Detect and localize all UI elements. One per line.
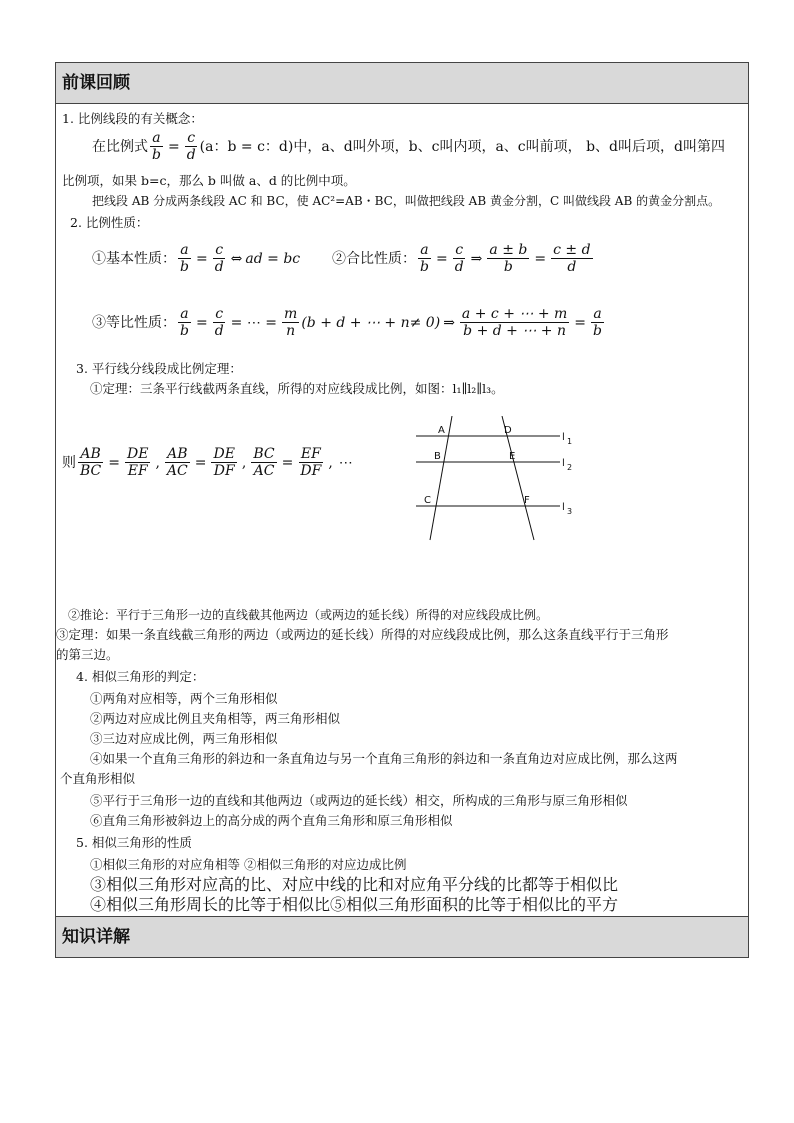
point-c: C bbox=[424, 495, 431, 506]
s1-p1-post: a、d叫外项，b、c叫内项，a、c叫前项， b、d叫后项，d叫第四 bbox=[321, 138, 725, 155]
label-l3: l bbox=[562, 502, 565, 513]
basic-result: ad = bc bbox=[245, 250, 301, 267]
parallel-lines-figure bbox=[412, 416, 592, 544]
s4-item-5: ⑤平行于三角形一边的直线和其他两边（或两边的延长线）相交，所构成的三角形与原三角形相似 bbox=[90, 793, 628, 808]
basic-label: ①基本性质： bbox=[92, 250, 176, 267]
label-l1: l bbox=[562, 432, 565, 443]
equal-label: ③等比性质： bbox=[92, 314, 176, 331]
point-e: E bbox=[509, 451, 516, 462]
s4-title: 4. 相似三角形的判定： bbox=[76, 669, 205, 684]
label-l2: l bbox=[562, 458, 565, 469]
then-label: 则 bbox=[62, 454, 76, 471]
point-f: F bbox=[524, 495, 530, 506]
review-table bbox=[55, 62, 749, 958]
s2-title: 2. 比例性质： bbox=[70, 215, 149, 230]
s4-item-4: ④如果一个直角三角形的斜边和一条直角边与另一个直角三角形的斜边和一条直角边对应成比例，那么这两 bbox=[90, 751, 678, 766]
ellipsis: ⋯ bbox=[338, 454, 353, 471]
section-header-details: 知识详解 bbox=[56, 916, 748, 957]
s4-item-2: ②两边对应成比例且夹角相等，两三角形相似 bbox=[90, 711, 341, 726]
s3-corollary: ②推论：平行于三角形一边的直线截其他两边（或两边的延长线）所得的对应线段成比例。 bbox=[68, 608, 549, 622]
review-content bbox=[56, 104, 748, 876]
sum-label: ②合比性质： bbox=[332, 250, 416, 267]
s5-tail bbox=[56, 876, 748, 916]
proportion-formulas: 则 $\frac{AB}{BC}$ = $\frac{DE}{EF}$ , $\frac{AB}{AC}$ = $\frac{DE}{DF}$ , $\frac{BC}{AC}$ = $\frac{EF}{DF}$ , ⋯ bbox=[62, 446, 353, 479]
s1-title: 1. 比例线段的有关概念： bbox=[62, 111, 203, 126]
s4-item-1: ①两角对应相等，两个三角形相似 bbox=[90, 691, 278, 706]
s1-para2: 把线段 AB 分成两条线段 AC 和 BC，使 AC²=AB・BC，叫做把线段 AB 黄金分割，C 叫做线段 AB 的黄金分割点。 bbox=[92, 194, 721, 208]
s4-item-3: ③三边对应成比例，两三角形相似 bbox=[90, 731, 278, 746]
equal-cond: (b + d + ⋯ + n≠ 0) bbox=[301, 314, 441, 331]
s3-title: 3. 平行线分线段成比例定理： bbox=[76, 361, 242, 376]
sum-property: ②合比性质： $\frac{a}{b}$ = $\frac{c}{d}$ ⇒ $\frac{a \pm b}{b}$ = $\frac{c \pm d}{d}$ bbox=[332, 242, 591, 275]
s1-para1-line2: 比例项，如果 b=c，那么 b 叫做 a、d 的比例中项。 bbox=[62, 173, 356, 188]
s1-p1-mid: (a：b = c：d)中， bbox=[199, 138, 322, 155]
s4-item-4-cont: 个直角形相似 bbox=[60, 771, 136, 786]
point-b: B bbox=[434, 451, 441, 462]
s4-item-6: ⑥直角三角形被斜边上的高分成的两个直角三角形和原三角形相似 bbox=[90, 813, 453, 828]
point-d: D bbox=[504, 425, 512, 436]
label-l3-sub: 3 bbox=[567, 507, 573, 516]
s5-title: 5. 相似三角形的性质 bbox=[76, 835, 192, 850]
s5-item-3: ④相似三角形周长的比等于相似比⑤相似三角形面积的比等于相似比的平方 bbox=[90, 895, 619, 914]
frac-c-d: $\frac{c}{d}$ bbox=[186, 130, 196, 163]
point-a: A bbox=[438, 425, 445, 436]
basic-property: ①基本性质： $\frac{a}{b}$ = $\frac{c}{d}$ ⇔ ad = bc bbox=[92, 242, 301, 275]
s3-converse-line2: 的第三边。 bbox=[56, 647, 119, 662]
s3-theorem: ①定理：三条平行线截两条直线，所得的对应线段成比例，如图：l₁∥l₂∥l₃。 bbox=[90, 381, 504, 396]
label-l1-sub: 1 bbox=[567, 437, 573, 446]
s3-converse-line1: ③定理：如果一条直线截三角形的两边（或两边的延长线）所得的对应线段成比例，那么这条直线平行于三角形 bbox=[56, 627, 669, 642]
equal-ratio-property: ③等比性质： $\frac{a}{b}$ = $\frac{c}{d}$ = ⋯ = $\frac{m}{n}$ (b + d + ⋯ + n≠ 0) ⇒ $\frac{a + c + \cdots + m}{b + d + \cdots + n}$ = $\frac{a}{b}$ bbox=[92, 306, 602, 339]
s1-para1: 在比例式 $\frac{a}{b}$ = $\frac{c}{d}$ (a：b = c：d)中， a、d叫外项，b、c叫内项，a、c叫前项， b、d叫后项，d叫第四 bbox=[92, 130, 725, 163]
frac-a-b: $\frac{a}{b}$ bbox=[152, 130, 161, 163]
section-header-review: 前课回顾 bbox=[56, 63, 748, 104]
label-l2-sub: 2 bbox=[567, 463, 573, 472]
s1-p1-pre: 在比例式 bbox=[92, 138, 148, 155]
s5-item-1: ①相似三角形的对应角相等 ②相似三角形的对应边成比例 bbox=[90, 857, 407, 872]
s5-item-2: ③相似三角形对应高的比、对应中线的比和对应角平分线的比都等于相似比 bbox=[90, 875, 619, 894]
